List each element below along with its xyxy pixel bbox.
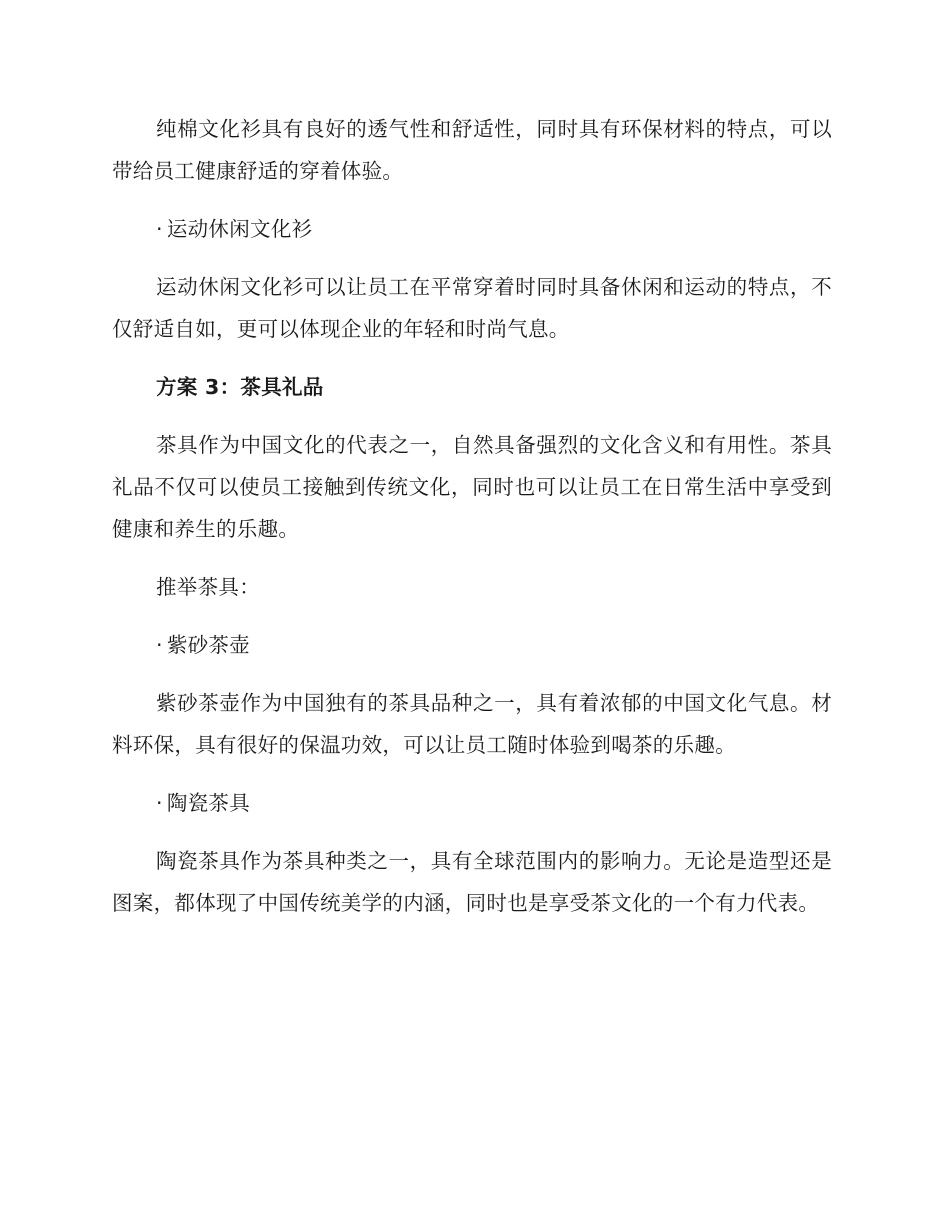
bullet-ceramic-tea-set [112,782,832,824]
bullet-label: 运动休闲文化衫 [166,217,313,241]
bullet-dot: · [156,633,163,657]
paragraph-cotton-shirt: 纯棉文化衫具有良好的透气性和舒适性，同时具有环保材料的特点，可以带给员工健康舒适的穿着体验。 [112,117,832,183]
paragraph-zisha-teapot: 紫砂茶壶作为中国独有的茶具品种之一，具有着浓郁的中国文化气息。材料环保，具有很好的保温功效，可以让员工随时体验到喝茶的乐趣。 [112,691,832,757]
document-body [112,108,832,924]
recommended-tea-sets-label: 推举茶具： [156,575,260,599]
bullet-label: 紫砂茶壶 [166,633,251,657]
paragraph-sport-casual-shirt: 运动休闲文化衫可以让员工在平常穿着时同时具备休闲和运动的特点，不仅舒适自如，更可以体现企业的年轻和时尚气息。 [112,275,832,341]
bullet-sport-casual-shirt [112,208,832,250]
paragraph-ceramic-tea-set: 陶瓷茶具作为茶具种类之一，具有全球范围内的影响力。无论是造型还是图案，都体现了中国传统美学的内涵，同时也是享受茶文化的一个有力代表。 [112,849,832,915]
section-heading-plan-3: 方案 3：茶具礼品 [156,375,324,399]
bullet-dot: · [156,217,163,241]
paragraph-tea-set-gift: 茶具作为中国文化的代表之一，自然具备强烈的文化含义和有用性。茶具礼品不仅可以使员工接触到传统文化，同时也可以让员工在日常生活中享受到健康和养生的乐趣。 [112,433,832,541]
bullet-dot: · [156,791,163,815]
bullet-label: 陶瓷茶具 [166,791,251,815]
bullet-zisha-teapot [112,624,832,666]
